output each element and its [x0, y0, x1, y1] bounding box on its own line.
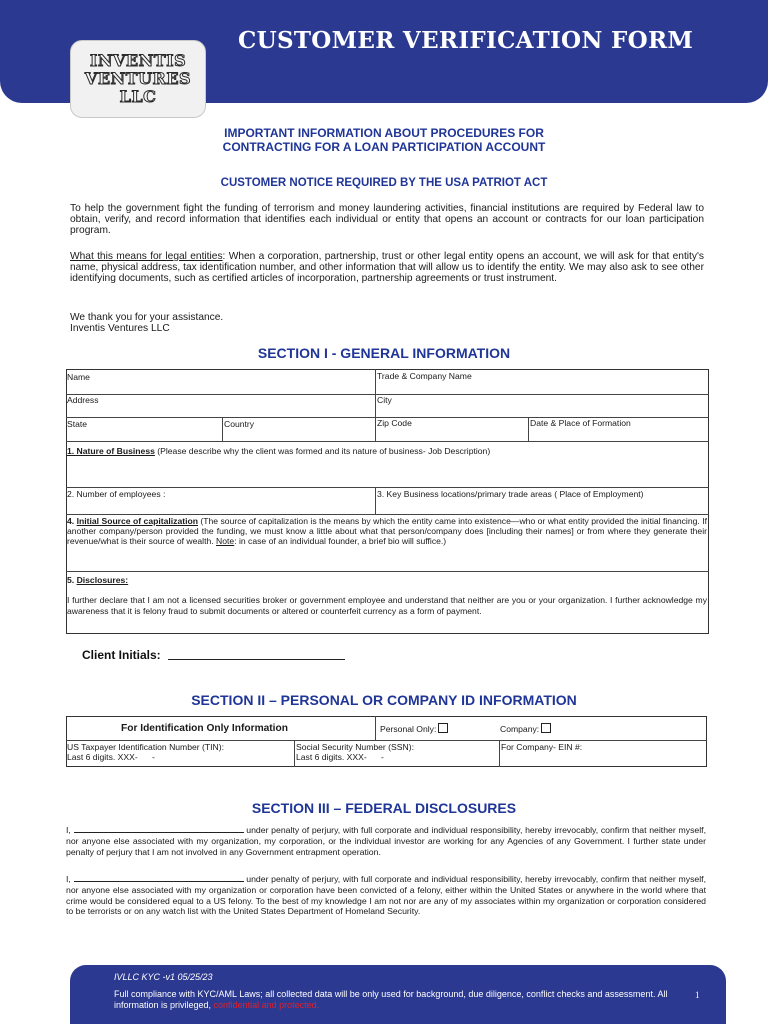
logo-line-1: INVENTIS	[89, 51, 187, 70]
section-1-title: SECTION I - GENERAL INFORMATION	[257, 345, 511, 361]
federal-disclosure-1	[66, 824, 706, 857]
row-divider	[66, 487, 709, 488]
col-divider	[375, 369, 376, 441]
footer-confidential: confidential and protected.	[213, 1000, 320, 1010]
row-divider	[66, 740, 707, 741]
col-divider	[222, 417, 223, 441]
col-divider	[528, 417, 529, 441]
locations-field[interactable]: 3. Key Business locations/primary trade areas ( Place of Employment)	[377, 489, 644, 499]
personal-only-checkbox[interactable]	[438, 723, 448, 733]
ssn-label: Social Security Number (SSN):	[296, 742, 414, 752]
city-field[interactable]: City	[377, 395, 392, 405]
state-field[interactable]: State	[67, 419, 88, 429]
disclosures-num: 5.	[67, 575, 77, 585]
ssn-field[interactable]	[296, 742, 414, 762]
disclosure-2-text: under penalty of perjury, with full corporate and individual responsibility, hereby irrevocably, confirm that neither myself, nor anyone else associated with my organization or corporation have been convicted of a felony, either within the United States or anywhere in the world where that crime would be considered equal to a US felony. To the best of my knowledge I am not nor are any of my associates within my organization or corporation considered to be terrorists or on any watch list with the United States Department of Homeland Security.	[66, 874, 706, 917]
disclosure-1-prefix: I,	[66, 825, 71, 835]
disclosure-1-text: under penalty of perjury, with full corporate and individual responsibility, hereby irrevocably, confirm that neither myself, nor anyone else associated with my organization, my corporation, or the individual investor are working for any Agencies of any Government. I further state under penalty of perjury that I am not involved in any Government entrapment operation.	[66, 825, 706, 857]
company-option[interactable]	[500, 723, 551, 734]
capital-num: 4.	[67, 516, 77, 526]
col-divider	[499, 740, 500, 767]
col-divider	[294, 740, 295, 767]
capital-note: Note	[216, 536, 235, 547]
signoff-line: Inventis Ventures LLC	[70, 323, 170, 334]
trade-name-field[interactable]: Trade & Company Name	[377, 371, 472, 381]
formation-field[interactable]: Date & Place of Formation	[530, 418, 631, 428]
intro-paragraph: To help the government fight the funding of terrorism and money laundering activities, financial institutions are required by Federal law to obtain, verify, and record information that identifies each individual or entity that opens an account or contracts for our loan participation program.	[70, 203, 704, 237]
disclosure-1-name-input[interactable]	[74, 824, 244, 833]
nature-text: (Please describe why the client was formed and its nature of business- Job Description)	[154, 446, 491, 456]
form-version: IVLLC KYC -v1 05/25/23	[114, 972, 213, 982]
company-label: Company:	[500, 724, 540, 734]
row-divider	[66, 571, 709, 572]
id-only-label: For Identification Only Information	[121, 723, 288, 734]
nature-of-business-field[interactable]	[67, 446, 490, 456]
federal-disclosure-2	[66, 873, 706, 917]
legal-entities-paragraph	[70, 251, 704, 285]
client-initials-input[interactable]	[168, 659, 345, 660]
capital-text: (The source of capitalization is the means by which the entity came into existence—who or what entity provided the initial financing. If another company/person provided the funding, we must know a little about what that person/company does [including their names] or from where they generate their revenue/what is their source of wealth.	[67, 516, 707, 547]
client-initials-label: Client Initials:	[82, 648, 161, 662]
col-divider	[375, 716, 376, 740]
personal-only-option[interactable]	[380, 723, 448, 734]
tin-hint: Last 6 digits. XXX- -	[67, 752, 155, 762]
zip-field[interactable]: Zip Code	[377, 418, 412, 428]
info-heading-line-2: CONTRACTING FOR A LOAN PARTICIPATION ACCOUNT	[222, 140, 546, 154]
disclosure-2-prefix: I,	[66, 874, 71, 884]
logo-line-2: VENTURES	[84, 69, 192, 88]
company-checkbox[interactable]	[541, 723, 551, 733]
capital-label: Initial Source of capitalization	[76, 516, 198, 526]
footer-compliance-text	[114, 989, 674, 1011]
ssn-hint: Last 6 digits. XXX- -	[296, 752, 384, 762]
disclosure-2-name-input[interactable]	[74, 873, 244, 882]
section-3-title: SECTION III – FEDERAL DISCLOSURES	[251, 800, 517, 816]
info-heading-line-1: IMPORTANT INFORMATION ABOUT PROCEDURES FOR	[224, 126, 544, 140]
personal-only-label: Personal Only:	[380, 724, 437, 734]
capital-tail: : in case of an individual founder, a brief bio will suffice.)	[234, 536, 447, 547]
info-heading	[0, 126, 768, 154]
col-divider	[375, 487, 376, 514]
legal-entities-label: What this means for legal entities	[70, 251, 223, 262]
row-divider	[66, 441, 709, 442]
footer-text: Full compliance with KYC/AML Laws; all collected data will be only used for background, due diligence, conflict checks and assessment. All information is privileged,	[114, 989, 668, 1010]
country-field[interactable]: Country	[224, 419, 255, 429]
address-field[interactable]: Address	[67, 395, 99, 405]
disclosures-label: Disclosures:	[76, 575, 129, 585]
notice-heading: CUSTOMER NOTICE REQUIRED BY THE USA PATRIOT ACT	[220, 177, 548, 189]
thanks-line: We thank you for your assistance.	[70, 312, 224, 323]
nature-label: 1. Nature of Business	[67, 446, 155, 456]
section-2-title: SECTION II – PERSONAL OR COMPANY ID INFORMATION	[191, 692, 577, 708]
name-field[interactable]: Name	[67, 372, 90, 382]
employees-field[interactable]: 2. Number of employees :	[67, 489, 166, 499]
disclosures-heading	[67, 575, 707, 585]
form-title: CUSTOMER VERIFICATION FORM	[238, 27, 694, 54]
capitalization-field[interactable]	[67, 516, 707, 547]
tin-field[interactable]	[67, 742, 224, 762]
ein-field[interactable]: For Company- EIN #:	[501, 742, 583, 752]
company-logo	[70, 40, 206, 118]
legal-entities-text: : When a corporation, partnership, trust or other legal entity opens an account, we will ask for that entity's name, physical address, tax identification number, and other information that will allow us to identify the entity. We may also ask to see other identifying documents, such as certified articles of incorporation, partnership agreements or trust instrument.	[70, 251, 704, 285]
tin-label: US Taxpayer Identification Number (TIN):	[67, 742, 224, 752]
disclosures-text: I further declare that I am not a licensed securities broker or government employee and understand that neither are you or your organization. I further acknowledge my awareness that it is felony fraud to submit documents or altered or counterfeit currency as a form of payment.	[67, 595, 707, 617]
page-number: 1	[695, 990, 700, 1000]
row-divider	[66, 514, 709, 515]
logo-line-3: LLC	[119, 87, 157, 106]
